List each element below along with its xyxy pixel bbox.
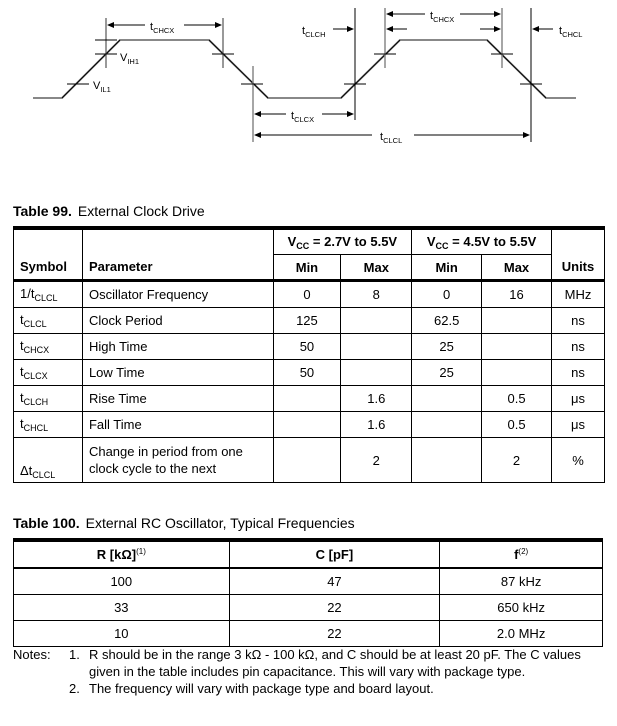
table-row	[14, 568, 603, 595]
cell-min-2: 0	[412, 281, 482, 308]
cell-max-2	[482, 334, 552, 360]
cell-parameter: Clock Period	[82, 308, 273, 334]
notes-label: Notes:	[13, 647, 51, 662]
note-item	[13, 680, 613, 697]
header-units: Units	[551, 228, 604, 281]
cell-symbol: $t_{CHCL}$	[14, 412, 83, 438]
cell-max-2: 2	[482, 438, 552, 483]
cell-c: 22	[229, 595, 440, 621]
cell-max-1	[341, 360, 412, 386]
cell-symbol: $t_{CLCX}$	[14, 360, 83, 386]
cell-max-1: 8	[341, 281, 412, 308]
cell-units: μs	[551, 412, 604, 438]
table-row	[14, 412, 605, 438]
table-notes	[13, 646, 613, 697]
label-vih1: $V_{IH1}$	[120, 52, 140, 66]
table100-caption	[13, 515, 355, 531]
cell-r: 33	[14, 595, 230, 621]
cell-r: 100	[14, 568, 230, 595]
cell-max-2: 0.5	[482, 386, 552, 412]
note-number: 1.	[69, 647, 80, 662]
cell-parameter: High Time	[82, 334, 273, 360]
cell-parameter: Low Time	[82, 360, 273, 386]
cell-symbol: $t_{CHCX}$	[14, 334, 83, 360]
cell-max-1	[341, 308, 412, 334]
cell-units: %	[551, 438, 604, 483]
cell-units: ns	[551, 334, 604, 360]
label-tchcx-left: $t_{CHCX}$	[150, 21, 175, 35]
cell-f: 650 kHz	[440, 595, 603, 621]
cell-max-1: 1.6	[341, 412, 412, 438]
table100-title: External RC Oscillator, Typical Frequencies	[85, 515, 355, 531]
clock-timing-diagram	[0, 0, 617, 160]
header-parameter: Parameter	[82, 228, 273, 281]
cell-units: ns	[551, 308, 604, 334]
cell-max-1	[341, 334, 412, 360]
cell-max-2: 0.5	[482, 412, 552, 438]
cell-max-2	[482, 308, 552, 334]
label-tchcl: $t_{CHCL}$	[559, 25, 583, 39]
table-row	[14, 386, 605, 412]
cell-max-1: 1.6	[341, 386, 412, 412]
cell-symbol: $1/t_{CLCL}$	[14, 281, 83, 308]
cell-min-1	[273, 438, 341, 483]
label-tclcl: $t_{CLCL}$	[380, 131, 403, 145]
cell-min-2: 25	[412, 360, 482, 386]
cell-min-1	[273, 412, 341, 438]
table100-number: Table 100.	[13, 515, 80, 531]
cell-symbol: $t_{CLCL}$	[14, 308, 83, 334]
table-row	[14, 308, 605, 334]
external-rc-oscillator-table	[13, 538, 603, 647]
external-clock-drive-table	[13, 226, 605, 483]
table-row	[14, 438, 605, 483]
header-r: R $[k\Omega]^{(1)}$	[14, 540, 230, 568]
label-tclcx: $t_{CLCX}$	[291, 110, 315, 124]
table99-caption	[13, 203, 205, 219]
cell-f: 87 kHz	[440, 568, 603, 595]
cell-min-1: 0	[273, 281, 341, 308]
cell-units: MHz	[551, 281, 604, 308]
table-row	[14, 360, 605, 386]
cell-max-1: 2	[341, 438, 412, 483]
cell-units: μs	[551, 386, 604, 412]
cell-min-2	[412, 386, 482, 412]
cell-symbol: $\Delta t_{CLCL}$	[14, 438, 83, 483]
header-min-1: Min	[273, 255, 341, 281]
cell-c: 22	[229, 621, 440, 647]
table99-title: External Clock Drive	[77, 203, 205, 219]
cell-c: 47	[229, 568, 440, 595]
cell-min-2: 62.5	[412, 308, 482, 334]
cell-min-1: 125	[273, 308, 341, 334]
header-max-1: Max	[341, 255, 412, 281]
cell-parameter: Fall Time	[82, 412, 273, 438]
cell-symbol: $t_{CLCH}$	[14, 386, 83, 412]
note-number: 2.	[69, 681, 80, 696]
note-item	[13, 646, 613, 680]
cell-r: 10	[14, 621, 230, 647]
table-row	[14, 281, 605, 308]
clock-waveform	[33, 40, 576, 98]
header-f: $f^{(2)}$	[440, 540, 603, 568]
cell-min-2: 25	[412, 334, 482, 360]
header-vcc-2v7: $V_{CC} = 2.7V$ to 5.5V	[273, 228, 412, 255]
cell-min-2	[412, 438, 482, 483]
header-vcc-4v5: $V_{CC} = 4.5V$ to 5.5V	[412, 228, 552, 255]
header-max-2: Max	[482, 255, 552, 281]
table99-number: Table 99.	[13, 203, 72, 219]
cell-f: 2.0 MHz	[440, 621, 603, 647]
cell-max-2: 16	[482, 281, 552, 308]
table-row	[14, 621, 603, 647]
cell-units: ns	[551, 360, 604, 386]
label-tclch: $t_{CLCH}$	[302, 25, 326, 39]
cell-min-1: 50	[273, 360, 341, 386]
table-row	[14, 595, 603, 621]
cell-parameter: Change in period from one clock cycle to the next	[82, 438, 273, 483]
note-text: The frequency will vary with package type and board layout.	[89, 681, 434, 696]
cell-min-2	[412, 412, 482, 438]
label-vil1: $V_{IL1}$	[93, 80, 111, 94]
cell-max-2	[482, 360, 552, 386]
table-row	[14, 334, 605, 360]
label-tchcx-right: $t_{CHCX}$	[430, 10, 455, 24]
header-c: C [pF]	[229, 540, 440, 568]
note-text: R should be in the range 3 kΩ - 100 kΩ, and C should be at least 20 pF. The C values given in the table includes pin capacitance. This will vary with package type.	[89, 647, 581, 679]
cell-parameter: Oscillator Frequency	[82, 281, 273, 308]
header-min-2: Min	[412, 255, 482, 281]
header-symbol: Symbol	[14, 228, 83, 281]
cell-min-1: 50	[273, 334, 341, 360]
cell-min-1	[273, 386, 341, 412]
cell-parameter: Rise Time	[82, 386, 273, 412]
